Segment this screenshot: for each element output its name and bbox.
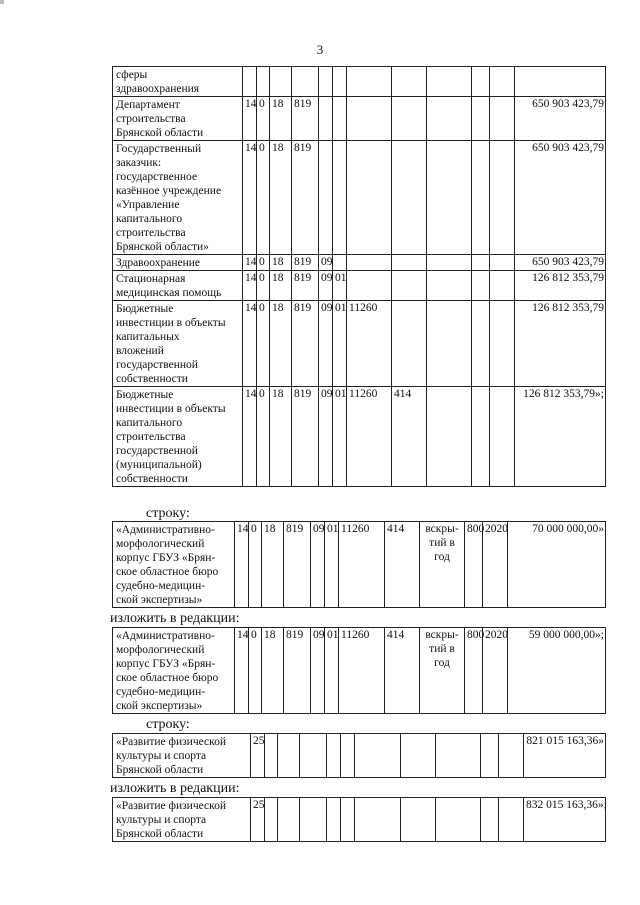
code-razdel: 09 bbox=[319, 387, 333, 487]
code-kvr bbox=[481, 798, 499, 842]
code-sub: 0 bbox=[249, 522, 262, 608]
code-article: 11260 bbox=[347, 387, 392, 487]
code-article bbox=[347, 255, 392, 271]
code-ministry: 819 bbox=[292, 141, 319, 255]
code-ministry: 819 bbox=[292, 387, 319, 487]
row-name: Здравоохранение bbox=[113, 255, 243, 271]
row-amount: 126 812 353,79»; bbox=[515, 387, 606, 487]
table-row bbox=[113, 522, 606, 608]
row-amount: 650 903 423,79 bbox=[515, 141, 606, 255]
code-kvr bbox=[472, 255, 490, 271]
code-sub: 0 bbox=[257, 97, 270, 141]
row-name: Бюджетные инвестиции в объекты капитального строительства государственной (муниципальной) собственности bbox=[113, 387, 243, 487]
code-program bbox=[278, 798, 300, 842]
code-power bbox=[427, 97, 472, 141]
code-podrazdel: 01 bbox=[333, 271, 347, 301]
code-ministry: 819 bbox=[292, 97, 319, 141]
code-ministry bbox=[300, 734, 327, 778]
row-amount: 821 015 163,36» bbox=[524, 734, 606, 778]
code-vid: 414 bbox=[385, 628, 420, 714]
code-program bbox=[278, 734, 300, 778]
code-program: 18 bbox=[270, 271, 292, 301]
code-ministry bbox=[300, 798, 327, 842]
code-section: 14 bbox=[243, 387, 257, 487]
code-podrazdel bbox=[341, 734, 355, 778]
table-row bbox=[113, 798, 606, 842]
code-razdel: 09 bbox=[311, 628, 325, 714]
row-amount: 650 903 423,79 bbox=[515, 255, 606, 271]
code-razdel bbox=[327, 798, 341, 842]
table-row bbox=[113, 628, 606, 714]
code-power bbox=[427, 387, 472, 487]
code-power bbox=[427, 255, 472, 271]
table-row bbox=[113, 141, 606, 255]
code-kvr bbox=[472, 271, 490, 301]
row-amount: 126 812 353,79 bbox=[515, 301, 606, 387]
table-row bbox=[113, 67, 606, 97]
code-program: 18 bbox=[270, 255, 292, 271]
table-row bbox=[113, 387, 606, 487]
code-year bbox=[490, 255, 515, 271]
code-razdel: 09 bbox=[319, 255, 333, 271]
code-razdel bbox=[319, 141, 333, 255]
code-power bbox=[427, 67, 472, 97]
row-name: «Административно- морфологический корпус ГБУЗ «Брян- ское областное бюро судебно-медицин- ской экспертизы» bbox=[113, 628, 235, 714]
code-program: 18 bbox=[262, 522, 284, 608]
section-heading-edition-2: изложить в редакции: bbox=[110, 781, 240, 796]
code-article: 11260 bbox=[347, 301, 392, 387]
code-podrazdel bbox=[333, 255, 347, 271]
code-ministry: 819 bbox=[284, 522, 311, 608]
code-sub: 0 bbox=[257, 271, 270, 301]
code-program bbox=[270, 67, 292, 97]
code-vid bbox=[392, 301, 427, 387]
code-section: 25 bbox=[251, 734, 265, 778]
code-article: 11260 bbox=[339, 522, 385, 608]
row-name: Стационарная медицинская помощь bbox=[113, 271, 243, 301]
code-section: 14 bbox=[243, 97, 257, 141]
code-power: вскры- тий в год bbox=[420, 628, 465, 714]
code-ministry: 819 bbox=[292, 255, 319, 271]
code-podrazdel bbox=[333, 97, 347, 141]
code-sub: 0 bbox=[257, 141, 270, 255]
code-year bbox=[490, 67, 515, 97]
code-kvr bbox=[472, 387, 490, 487]
code-sub bbox=[265, 798, 278, 842]
code-article bbox=[347, 271, 392, 301]
code-program: 18 bbox=[262, 628, 284, 714]
code-year bbox=[490, 97, 515, 141]
row-amount: 70 000 000,00» bbox=[508, 522, 606, 608]
budget-table-new-row-2 bbox=[112, 797, 606, 842]
row-name: Департамент строительства Брянской области bbox=[113, 97, 243, 141]
code-vid bbox=[401, 734, 436, 778]
code-podrazdel: 01 bbox=[333, 301, 347, 387]
code-article bbox=[355, 798, 401, 842]
code-podrazdel: 01 bbox=[325, 628, 339, 714]
page-number: 3 bbox=[316, 42, 324, 57]
code-power bbox=[436, 798, 481, 842]
code-year bbox=[490, 141, 515, 255]
code-podrazdel bbox=[341, 798, 355, 842]
row-name: сферы здравоохранения bbox=[113, 67, 243, 97]
section-heading-row: строку: bbox=[146, 506, 190, 521]
code-razdel: 09 bbox=[319, 301, 333, 387]
code-podrazdel bbox=[333, 141, 347, 255]
code-program: 18 bbox=[270, 387, 292, 487]
code-sub: 0 bbox=[257, 255, 270, 271]
code-program: 18 bbox=[270, 301, 292, 387]
code-article bbox=[347, 67, 392, 97]
code-vid: 414 bbox=[392, 387, 427, 487]
code-year bbox=[490, 387, 515, 487]
code-kvr: 800 bbox=[465, 628, 483, 714]
code-podrazdel: 01 bbox=[333, 387, 347, 487]
code-razdel bbox=[319, 67, 333, 97]
code-vid bbox=[392, 67, 427, 97]
code-kvr: 800 bbox=[465, 522, 483, 608]
code-razdel: 09 bbox=[319, 271, 333, 301]
code-kvr bbox=[481, 734, 499, 778]
table-row bbox=[113, 97, 606, 141]
code-ministry: 819 bbox=[292, 271, 319, 301]
row-amount: 650 903 423,79 bbox=[515, 97, 606, 141]
code-vid bbox=[392, 97, 427, 141]
code-power bbox=[427, 271, 472, 301]
code-razdel bbox=[319, 97, 333, 141]
code-section: 14 bbox=[243, 141, 257, 255]
code-section: 25 bbox=[251, 798, 265, 842]
code-vid bbox=[392, 141, 427, 255]
row-amount: 126 812 353,79 bbox=[515, 271, 606, 301]
code-program: 18 bbox=[270, 141, 292, 255]
code-podrazdel bbox=[333, 67, 347, 97]
budget-table-old-row-2 bbox=[112, 733, 606, 778]
table-row bbox=[113, 734, 606, 778]
row-name: «Развитие физической культуры и спорта Брянской области bbox=[113, 734, 251, 778]
code-section: 14 bbox=[243, 255, 257, 271]
code-article bbox=[347, 141, 392, 255]
table-row bbox=[113, 255, 606, 271]
code-razdel: 09 bbox=[311, 522, 325, 608]
code-vid: 414 bbox=[385, 522, 420, 608]
code-section: 14 bbox=[243, 301, 257, 387]
code-section bbox=[243, 67, 257, 97]
code-podrazdel: 01 bbox=[325, 522, 339, 608]
code-year bbox=[490, 301, 515, 387]
row-name: «Развитие физической культуры и спорта Брянской области bbox=[113, 798, 251, 842]
code-razdel bbox=[327, 734, 341, 778]
code-vid bbox=[392, 255, 427, 271]
code-section: 14 bbox=[235, 628, 249, 714]
section-heading-edition: изложить в редакции: bbox=[110, 611, 240, 626]
code-sub: 0 bbox=[249, 628, 262, 714]
row-amount bbox=[515, 67, 606, 97]
code-year bbox=[499, 798, 524, 842]
budget-table-new-row-1 bbox=[112, 627, 606, 714]
code-article bbox=[355, 734, 401, 778]
code-ministry: 819 bbox=[292, 301, 319, 387]
table-row bbox=[113, 271, 606, 301]
section-heading-row-2: строку: bbox=[146, 717, 190, 732]
code-kvr bbox=[472, 141, 490, 255]
code-ministry bbox=[292, 67, 319, 97]
code-year: 2020 bbox=[483, 522, 508, 608]
code-year bbox=[499, 734, 524, 778]
code-power bbox=[436, 734, 481, 778]
code-ministry: 819 bbox=[284, 628, 311, 714]
code-sub: 0 bbox=[257, 301, 270, 387]
code-sub bbox=[265, 734, 278, 778]
code-kvr bbox=[472, 97, 490, 141]
table-row bbox=[113, 301, 606, 387]
row-amount: 59 000 000,00»; bbox=[508, 628, 606, 714]
row-amount: 832 015 163,36»; bbox=[524, 798, 606, 842]
code-power bbox=[427, 141, 472, 255]
code-section: 14 bbox=[243, 271, 257, 301]
code-year: 2020 bbox=[483, 628, 508, 714]
scan-artifact bbox=[0, 0, 4, 4]
code-section: 14 bbox=[235, 522, 249, 608]
code-sub bbox=[257, 67, 270, 97]
budget-table-old-row-1 bbox=[112, 521, 606, 608]
code-article: 11260 bbox=[339, 628, 385, 714]
code-vid bbox=[392, 271, 427, 301]
code-power: вскры- тий в год bbox=[420, 522, 465, 608]
code-article bbox=[347, 97, 392, 141]
row-name: «Административно- морфологический корпус ГБУЗ «Брян- ское областное бюро судебно-медицин- ской экспертизы» bbox=[113, 522, 235, 608]
code-sub: 0 bbox=[257, 387, 270, 487]
budget-table-main bbox=[112, 66, 606, 487]
code-power bbox=[427, 301, 472, 387]
row-name: Бюджетные инвестиции в объекты капитальных вложений государственной собственности bbox=[113, 301, 243, 387]
code-kvr bbox=[472, 67, 490, 97]
code-program: 18 bbox=[270, 97, 292, 141]
code-vid bbox=[401, 798, 436, 842]
row-name: Государственный заказчик: государственное казённое учреждение «Управление капитального строительства Брянской области» bbox=[113, 141, 243, 255]
code-year bbox=[490, 271, 515, 301]
code-kvr bbox=[472, 301, 490, 387]
